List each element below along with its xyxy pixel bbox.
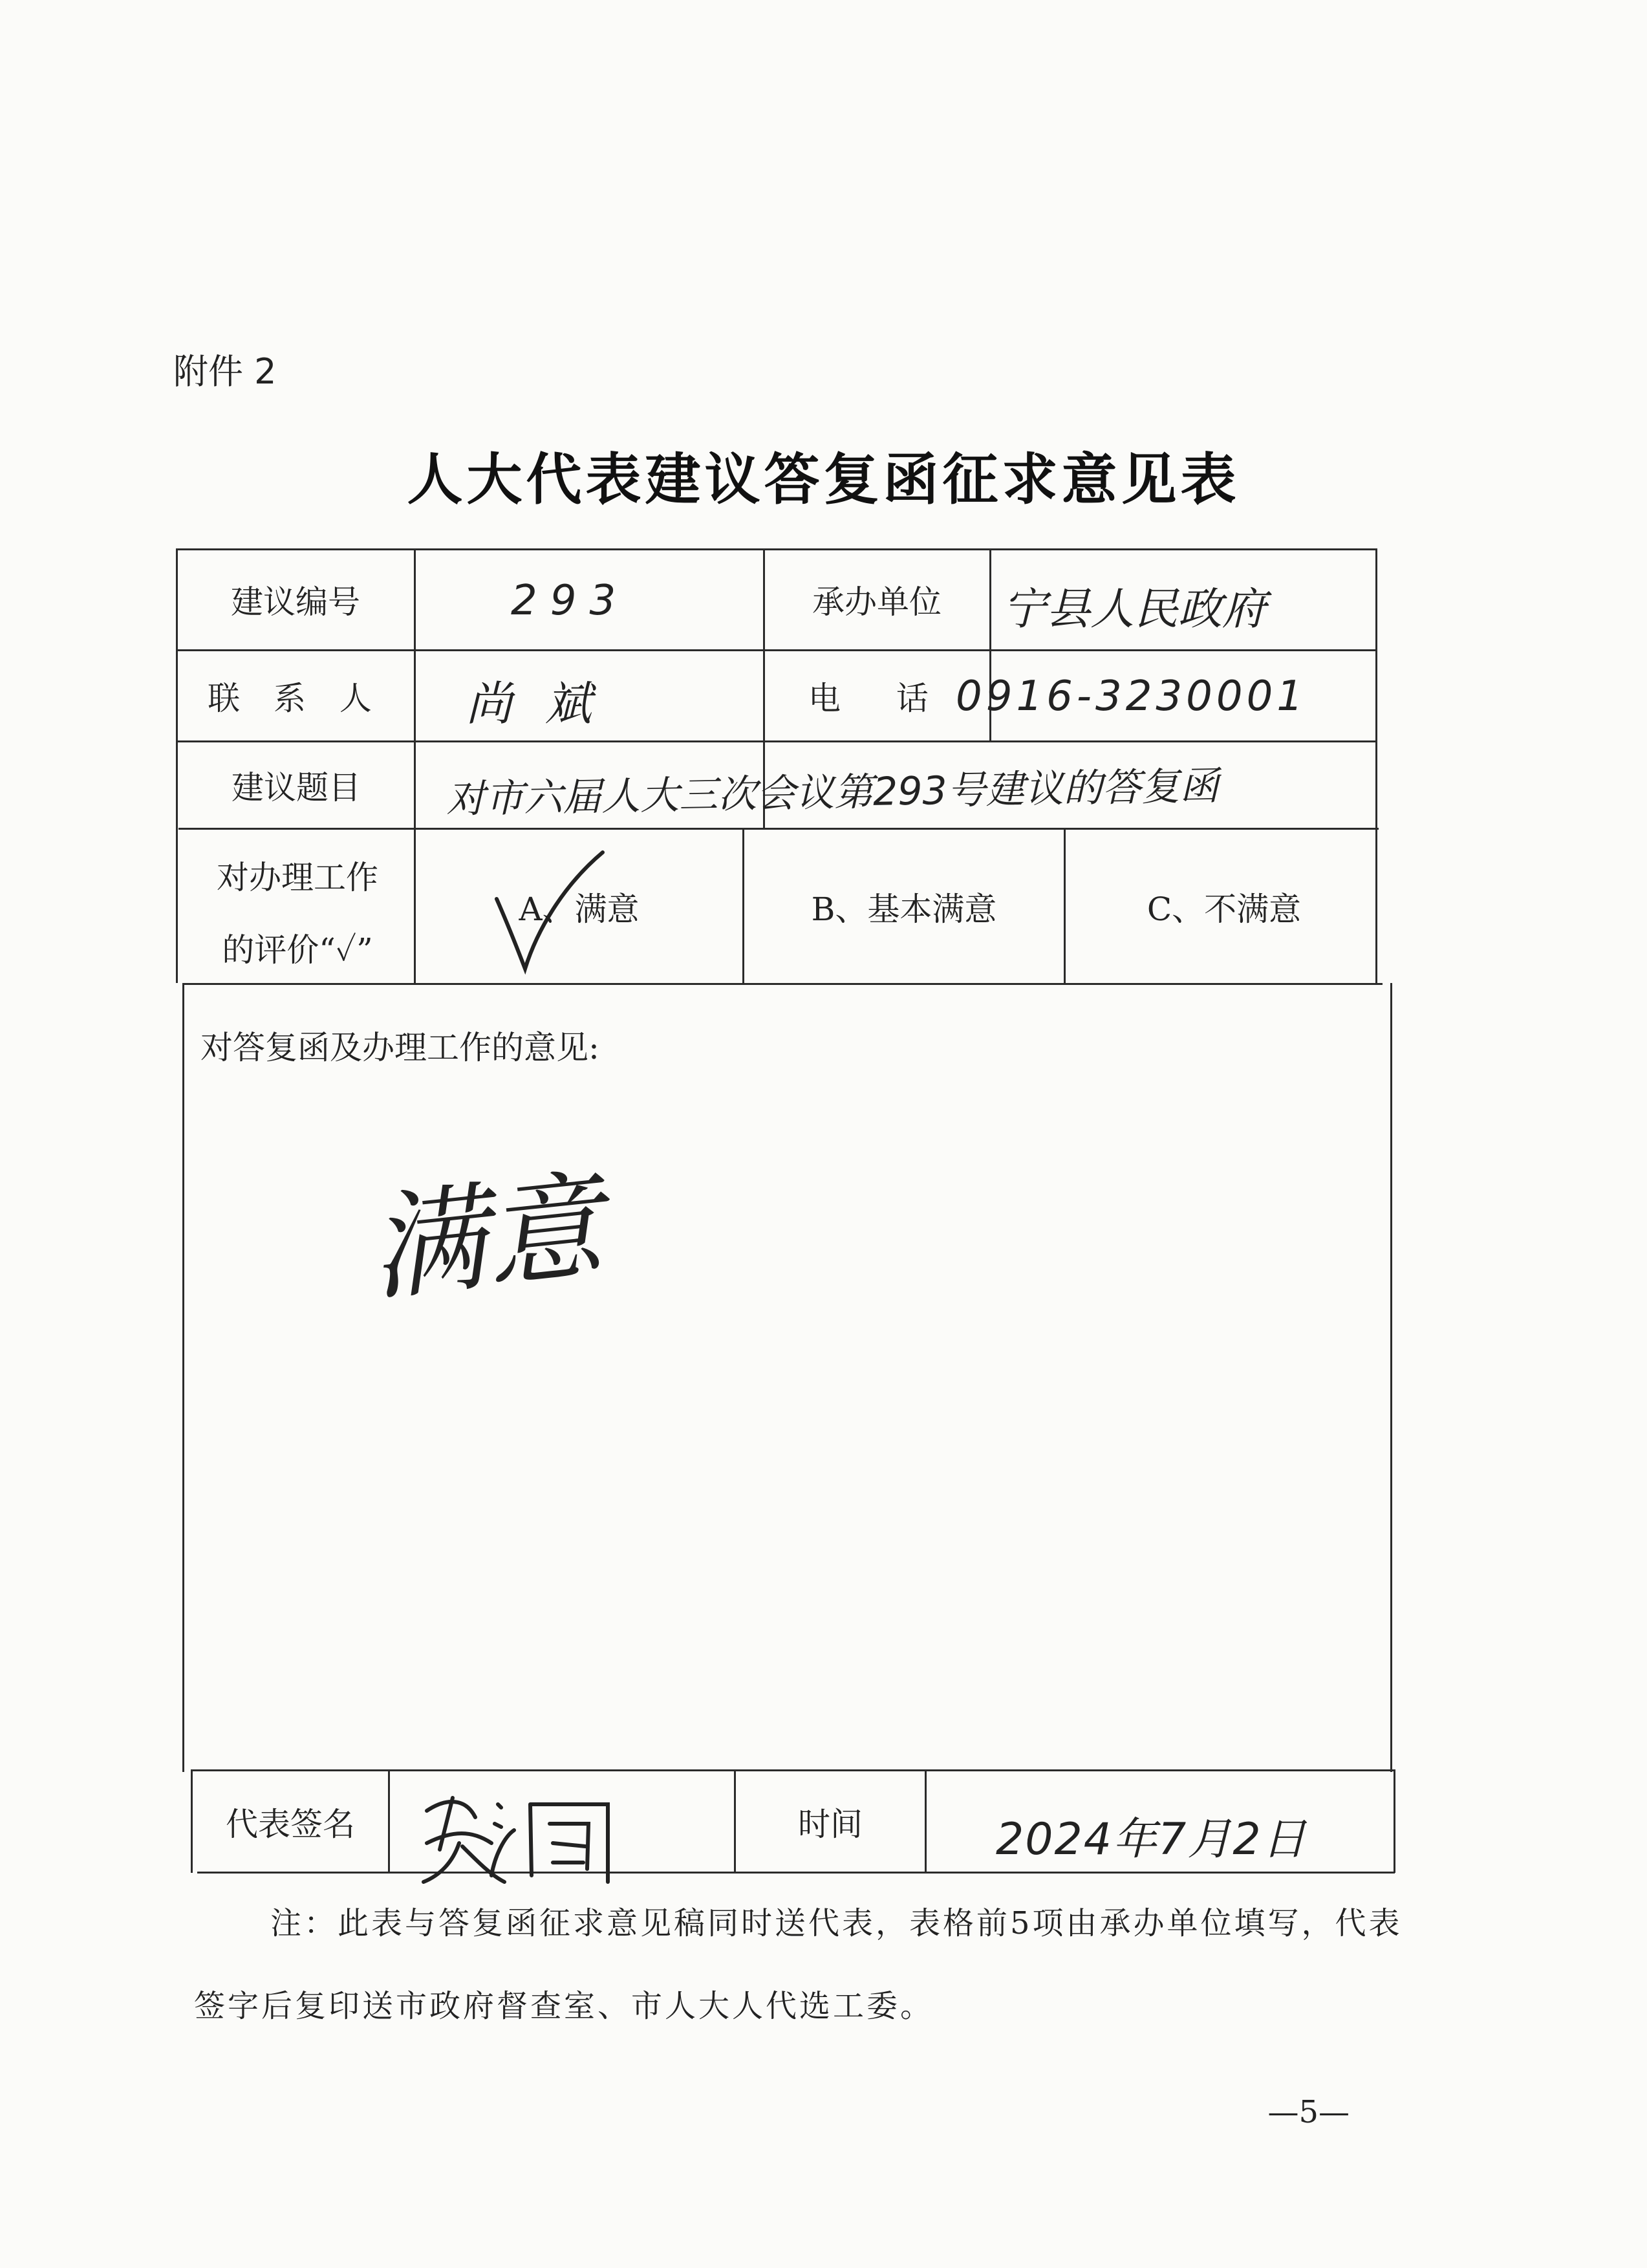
attachment-label: 附件 2 xyxy=(173,351,277,392)
form-title: 人大代表建议答复函征求意见表 xyxy=(407,447,1240,512)
phone-value: 0916-3230001 xyxy=(956,673,1307,720)
proposal-no-value: 293 xyxy=(511,577,629,625)
subject-value: 对市六届人大三次会议第293号建议的答复函 xyxy=(446,763,1220,823)
signature-label: 代表签名 xyxy=(226,1805,355,1843)
option-b-basically-satisfied[interactable]: B、基本满意 xyxy=(811,890,997,928)
option-a-satisfied[interactable]: A、满意 xyxy=(519,890,640,928)
proposal-no-label: 建议编号 xyxy=(231,583,360,621)
footnote: 注：此表与答复函征求意见稿同时送代表，表格前5项由承办单位填写，代表签字后复印送市政府督查室、市人大人代选工委。 xyxy=(194,1905,1403,2024)
evaluation-label-line2: 的评价“✓” xyxy=(222,931,373,969)
time-value: 2024年7月2日 xyxy=(996,1814,1308,1865)
phone-label: 电 话 xyxy=(808,679,929,717)
evaluation-label-line1: 对办理工作 xyxy=(217,859,378,896)
subject-label: 建议题目 xyxy=(231,768,361,806)
page-number: —5— xyxy=(1267,2094,1350,2130)
contact-value: 尚 斌 xyxy=(466,676,601,731)
handling-unit-value: 宁县人民政府 xyxy=(1002,584,1267,635)
contact-label: 联 系 人 xyxy=(208,679,383,717)
opinion-value: 满意 xyxy=(363,1158,609,1318)
opinion-label: 对答复函及办理工作的意见: xyxy=(200,1029,599,1066)
checkmark-icon xyxy=(491,847,608,977)
option-c-dissatisfied[interactable]: C、不满意 xyxy=(1146,890,1302,928)
handling-unit-label: 承办单位 xyxy=(812,583,942,621)
representative-signature xyxy=(414,1785,627,1888)
time-label: 时间 xyxy=(798,1805,863,1843)
